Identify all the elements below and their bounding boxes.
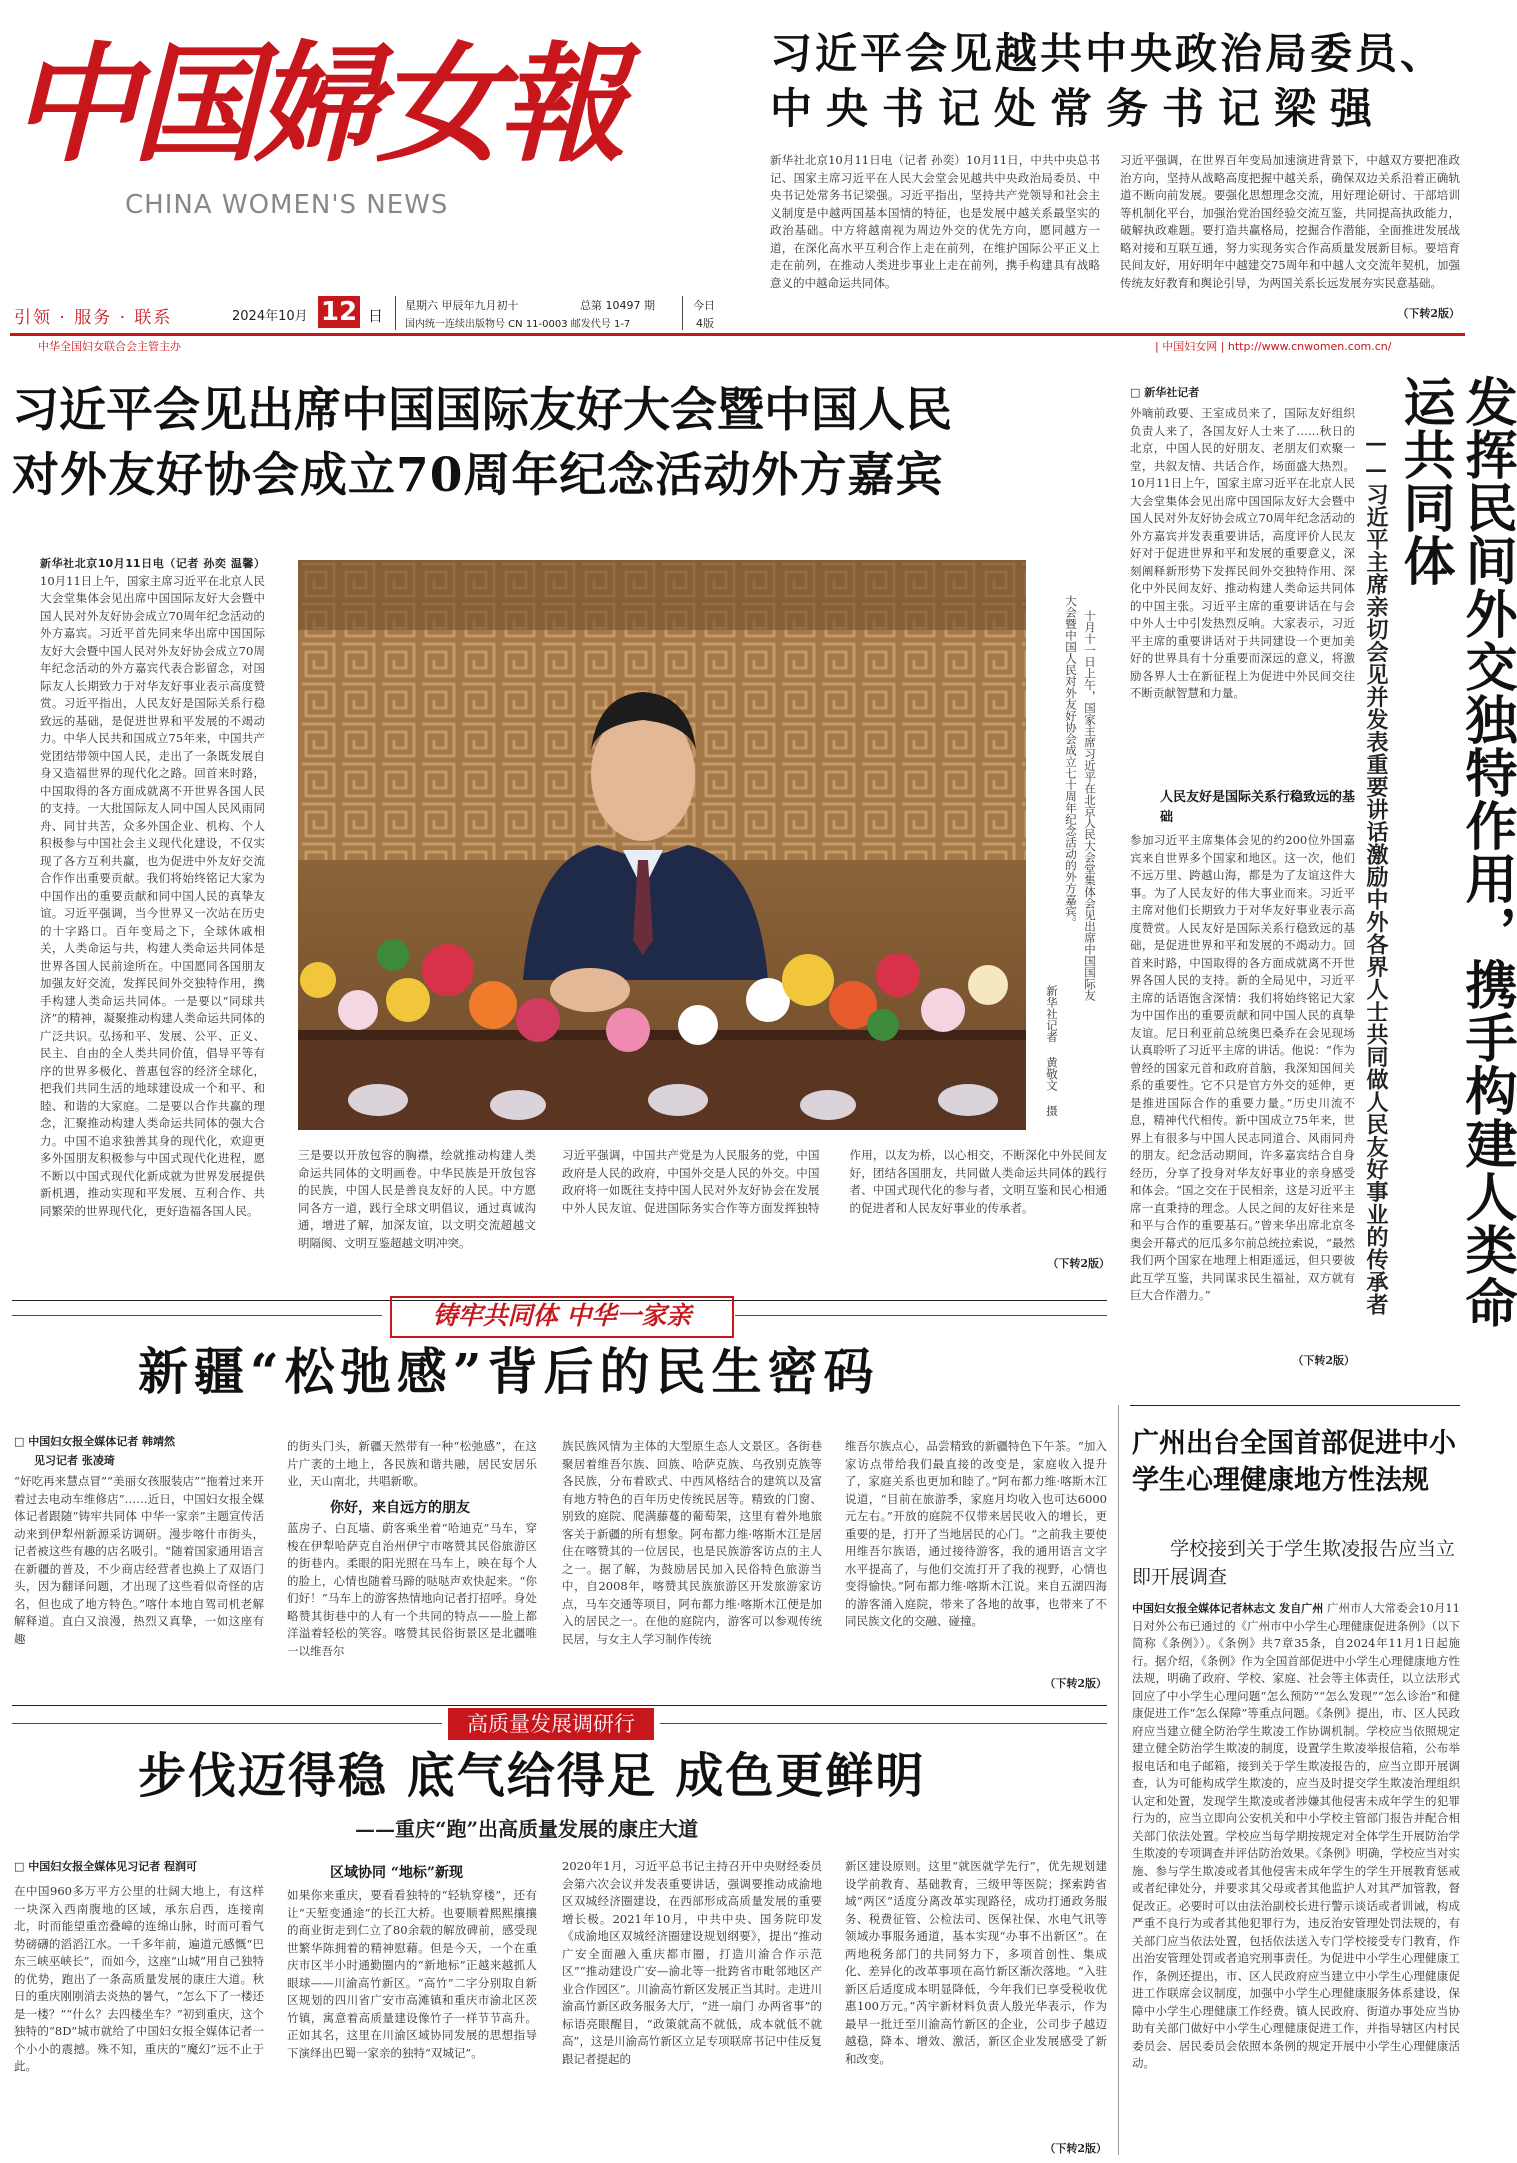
chongqing-subhead: ——重庆“跑”出高质量发展的康庄大道: [355, 1817, 699, 1841]
masthead-title: 中国婦女報: [10, 30, 621, 180]
chongqing-banner-left-rule: [12, 1723, 442, 1724]
xinjiang-subsection: 你好，来自远方的朋友: [330, 1500, 470, 1516]
xinjiang-more: （下转2版）: [1044, 1677, 1107, 1690]
guangzhou-col: 中国妇女报全媒体记者林志文 发自广州 广州市人大常委会10月11日对外公布已通过的《广州市中小学生心理健康促进条例》（以下简称《条例》）。《条例》共7章35条，自2024年11月1日起施行。据介绍，《条例》作为全国首部促进中小学生心理健康地方性法规，明确了政府、学校、家庭、社会等主体责任，以立法形式回应了中小学生心理问题“怎么预防”“怎么发现”“怎么诊治”和健康促进工作“怎么保障”等重点问题。《条例》提出，市、区人民政府应当建立健全防治学生欺凌工作协调机制。学校应当依照规定建立健全防治学生欺凌的制度，设置学生欺凌举报信箱，公布举报电话和电子邮箱，接到关于学生欺凌报告的，应当立即开展调查，认为可能构成学生欺凌的，应当及时提交学生欺凌治理组织认定和处置，发现学生欺凌或者涉嫌其他侵害未成年学生的犯罪行为的，应当立即向公安机关和中小学校主管部门报告并配合相关部门依法处置。学校应当每学期按规定对全体学生开展防治学生欺凌的专项调查并评估防治效果。《条例》明确，学校应当对实施、参与学生欺凌或者其他侵害未成年学生的学生开展教育惩戒或者纪律处分，并要求其父母或者其他监护人对其严加管教，督促改正。必要时可以由法治副校长进行警示谈话或者训诫，构成严重不良行为或者其他犯罪行为，违反治安管理处罚法规的，有关部门应当依法处置，包括依法送入专门学校接受专门教育，作出治安管理处罚或者追究刑事责任。为促进中小学生心理健康工作，条例还提出，市、区人民政府应当建立中小学生心理健康促进工作联席会议制度，加强中小学生心理健康服务体系建设，保障中小学生心理健康工作经费。镇人民政府、街道办事处应当协助有关部门做好中小学生心理健康促进工作，并指导辖区内村民委员会、居民委员会依照本条例的规定开展中小学生心理健康活动。: [1132, 1601, 1461, 2070]
commentary-col-b: 参加习近平主席集体会见的约200位外国嘉宾来自世界多个国家和地区。这一次，他们不远万里、跨越山海，都是为了友谊这件大事。为了人民友好的伟大事业而来。习近平主席对他们长期致力于对华友好事业表示高度赞赏。人民友好是国际关系行稳致远的基础，是促进世界和平和发展的不竭动力。回首来时路，中国取得的各方面成就离不开世界各国人民的支持。新的全局见中，习近平主席的话语饱含深情：我们将始终铭记大家为中国作出的重要贡献和同中国人民的真挚友谊。尼日利亚前总统奥巴桑乔在会见现场认真聆听了习近平主席的讲话。他说：“作为曾经的国家元首和政府首脑，我深知国间关系的重要性。它不只是官方外交的延伸，更是推进国际合作的重要力量。”历史川流不息，精神代代相传。新中国成立75年来，世界上有很多与中国人民志同道合、风雨同舟的朋友。纪念活动期间，许多嘉宾结合自身经历，分享了投身对华友好事业的亲身感受和体会。“国之交在于民相亲，这是习近平主席一直秉持的理念。人民之间的友好往来是和平与合作的重要基石。”曾来华出席北京冬奥会开幕式的厄瓜多尔前总统拉索说，“最然我们两个国家在地理上相距遥远，但只要彼此互学互鉴，共同谋求民生福祉，双方就有巨大合作潜力。”: [1130, 833, 1355, 1302]
xinjiang-byline-2: 见习记者 张凌琦: [34, 1454, 115, 1467]
lead-headline-1: 习近平会见出席中国国际友好大会暨中国人民: [12, 383, 952, 438]
lead-more: （下转2版）: [1047, 1257, 1110, 1270]
lead-col1: 新华社北京10月11日电（记者 孙奕 温馨）10月11日上午，国家主席习近平在北京人民大会堂集体会见出席中国国际友好大会暨中国人民对外友好协会成立70周年纪念活动的外方嘉宾。习近平首先同来华出席中国国际友好大会暨中国人民对外友好协会成立70周年纪念活动的外方嘉宾代表合影留念，对国际友人长期致力于对华友好事业表示高度赞赏。习近平指出，人民友好是国际关系行稳致远的基础，是促进世界和平发展的不竭动力。中华人民共和国成立75年来，中国共产党团结带领中国人民，走出了一条既发展自身又造福世界的现代化之路。回首来时路，中国取得的各方面成就离不开世界各国人民的支持。一大批国际友人同中国人民风雨同舟、同甘共苦，众多外国企业、机构、个人积极参与中国社会主义现代化建设，不仅实现了各方互利共赢，也为促进中外友好交流合作作出重要贡献。我们将始终铭记大家为中国作出的重要贡献和同中国人民的真挚友谊。习近平强调，当今世界又一次站在历史的十字路口。百年变局之下，全球休戚相关，人类命运与共，构建人类命运共同体是世界各国人民前途所在。中国愿同各国朋友加强友好交流，发挥民间外交独特作用，携手构建人类命运共同体。一是要以“同球共济”的精神，凝聚推动构建人类命运共同体的广泛共识。弘扬和平、发展、公平、正义、民主、自由的全人类共同价值，倡导平等有序的世界多极化、普惠包容的经济全球化，把我们共同生活的地球建设成一个和平、和睦、和谐的大家庭。二是要以合作共赢的理念，汇聚推动构建人类命运共同体的强大合力。中国不追求独善其身的现代化，欢迎更多外国朋友积极参与中国式现代化进程，愿不断以中国式现代化新成就为世界发展提供新机遇，推动实现和平发展、互利合作、共同繁荣的世界现代化，更好造福各国人民。: [40, 557, 265, 1218]
chongqing-col3: 2020年1月，习近平总书记主持召开中央财经委员会第六次会议并发表重要讲话，强调要推动成渝地区双城经济圈建设，在西部形成高质量发展的重要增长极。2021年10月，中共中央、国务院印发《成渝地区双城经济圈建设规划纲要》，提出“推动广安全面融入重庆都市圈，打造川渝合作示范区”“推动建设广安—渝北等一批跨省市毗邻地区产业合作园区”。川渝高竹新区发展正当其时。走进川渝高竹新区政务服务大厅，“进一扇门 办两省事”的标语亮眼醒目，“政策就高不就低，成本就低不就高”，这是川渝高竹新区立足专项联席书记中佳反复跟记者提起的: [562, 1859, 822, 2066]
top-story-col1: 新华社北京10月11日电（记者 孙奕）10月11日，中共中央总书记、国家主席习近平在人民大会堂会见越共中央政治局委员、中央书记处常务书记梁强。习近平指出，坚持共产党领导和社会主义制度是中越两国基本国情的特征，也是发展中越关系最坚实的政治基础。中方将越南视为周边外交的优先方向，愿同越方一道，在深化高水平互利合作上走在前列，在维护国际公平正义上走在前列，在推动人类进步事业上走在前列，携手构建具有战略意义的中越命运共同体。: [770, 153, 1100, 290]
guangzhou-headline: 广州出台全国首部促进中小学生心理健康地方性法规: [1132, 1428, 1456, 1496]
guangzhou-top-rule: [1130, 1405, 1460, 1406]
chongqing-byline: □ 中国妇女报全媒体见习记者 程润可: [14, 1860, 198, 1873]
commentary-tag: □ 新华社记者: [1130, 386, 1200, 399]
lead-col2: 三是要以开放包容的胸襟，绘就推动构建人类命运共同体的文明画卷。中华民族是开放包容的民族，中国人民是善良友好的人民。中方愿同各方一道，践行全球文明倡议，通过真诚沟通，增进了解，加深友谊，以文明交流超越文明隔阂、文明互鉴超越文明冲突。: [298, 1148, 536, 1250]
lead-photo-caption-a: 十月十一日上午，国家主席习近平在北京人民大会堂集体会见出席中国国际友: [1083, 610, 1097, 1001]
column-divider: [1118, 1405, 1119, 2155]
xinjiang-byline-1: □ 中国妇女报全媒体记者 韩靖然: [14, 1435, 176, 1448]
masthead-cn-number: 国内统一连续出版物号 CN 11-0003 邮发代号 1-7: [405, 319, 631, 330]
commentary-subhead: ——习近平主席亲切会见并发表重要讲话激励中外各界人士共同做人民友好事业的传承者: [1363, 430, 1389, 1316]
top-story-more: （下转2版）: [1397, 307, 1460, 320]
masthead-today: 今日: [693, 299, 715, 312]
masthead-issue: 总第 10497 期: [580, 299, 655, 312]
top-story-headline-2: 中央书记处常务书记梁强: [770, 84, 1387, 133]
xinjiang-col3: 族民族风情为主体的大型原生态人文景区。各街巷聚居着维吾尔族、回族、哈萨克族、乌孜别克族等各民族，分布着欧式、中西风格结合的建筑以及富有地方特色的百年历史传统民居等。精致的门窗、别致的庭院、爬满藤蔓的葡萄架，这里有着外地旅客关于新疆的所有想象。阿布都力维·喀斯木江是居住在喀赞其的一位居民，也是民族游客访点的主人之一。据了解，为鼓励居民加入民俗特色旅游当中，自2008年，喀赞其民族旅游区开发旅游家访点，马车交通等项目，阿布都力维·喀斯木江便是加入的居民之一。在他的庭院内，游客可以参观传统民居，与女主人学习制作传统: [562, 1439, 822, 1646]
xinjiang-banner-right-rule: [735, 1315, 1107, 1316]
xinjiang-col2: 的街头门头，新疆天然带有一种“松弛感”，在这片广袤的土地上，各民族和谐共融，居民安居乐业，天山南北，共唱新歌。: [287, 1439, 537, 1488]
lead-photo-caption-b: 大会暨中国人民对外友好协会成立七十周年纪念活动的外方嘉宾。: [1064, 595, 1078, 929]
lead-photo: [298, 560, 1026, 1130]
lead-byline: 新华社北京10月11日电（记者 孙奕 温馨）: [40, 557, 265, 570]
masthead-date-prefix: 2024年10月: [232, 309, 308, 324]
chongqing-banner: 高质量发展调研行: [448, 1708, 654, 1740]
masthead-english: CHINA WOMEN'S NEWS: [125, 190, 449, 220]
masthead-date-suffix: 日: [368, 307, 384, 325]
guangzhou-subhead: 学校接到关于学生欺凌报告应当立即开展调查: [1132, 1538, 1456, 1588]
lead-col3: 习近平强调，中国共产党是为人民服务的党，中国政府是人民的政府，中国外交是人民的外交。中国政府将一如既往支持中国人民对外友好协会在发展中外人民友谊、促进国际务实合作等方面发挥独特作用，以友为桥，以心相交，不断深化中外民间友好，团结各国朋友，共同做人类命运共同体的践行者、中国式现代化的参与者，文明互鉴和民心相通的促进者和人民友好事业的传承者。: [562, 1148, 1107, 1215]
top-story-col2: 习近平强调，在世界百年变局加速演进背景下，中越双方要把准政治方向，坚持从战略高度把握中越关系，确保双边关系沿着正确轨道不断向前发展。要强化思想理念交流，用好理论研讨、干部培训等机制化平台，加强治党治国经验交流互鉴，共同提高执政能力，破解执政难题。要打造共赢格局，挖掘合作潜能，全面推进发展战略对接和互联互通，努力实现务实合作高质量发展新目标。要培育民间友好，用好明年中越建交75周年和中越人文交流年契机，加强传统友好教育和舆论引导，为两国关系长远发展夯实民意基础。: [1120, 153, 1460, 290]
xinjiang-banner-left-rule: [12, 1315, 382, 1316]
commentary-headline: 发挥民间外交独特作用，携手构建人类命运共同体: [1394, 375, 1517, 1329]
xinjiang-col2b: 蓝房子、白瓦墙、蔚客乘坐着“哈迪克”马车，穿梭在伊犁哈萨克自治州伊宁市喀赞其民俗旅游区的街巷内。柔眼的阳光照在马车上，映在每个人的脸上，心情也随着马蹄的哒哒声欢快起来。“你们好！”马车上的游客热情地向记者打招呼。身处略赞其街巷中的人有一个共同的特点——脸上都洋溢着轻松的笑容。喀赞其民俗街景区是北疆唯一以维吾尔: [287, 1521, 537, 1658]
top-story-headline-1: 习近平会见越共中央政治局委员、: [770, 29, 1446, 78]
masthead-website: | 中国妇女网 | http://www.cnwomen.com.cn/: [1155, 340, 1392, 353]
lead-headline-2: 对外友好协会成立70周年纪念活动外方嘉宾: [12, 448, 944, 503]
chongqing-subsection: 区域协同 “地标”新现: [330, 1865, 463, 1881]
xinjiang-banner: 铸牢共同体 中华一家亲: [390, 1296, 734, 1338]
chongqing-col4: 新区建设原则。这里“就医就学先行”，优先规划建设学前教育、基础教育，三级甲等医院；探索跨省域“两区”适度分离改革实现路径，成功打通政务服务、税费征管、公检法司、医保社保、水电气讯等领域办事服务通道，基本实现“办事不出新区”。在两地税务部门的共同努力下，多项首创性、集成化、差异化的改革事项在高竹新区渐次落地。“入驻新区后适度成本明显降低，今年我们已享受税收优惠100万元。”芮宇新材料负责人殷光华表示，作为最早一批迁至川渝高竹新区的企业，公司步子越迈越稳，降本、增效、激活，新区企业发展感受了新和改变。: [845, 1859, 1107, 2066]
masthead-weekday: 星期六 甲辰年九月初十: [405, 299, 519, 312]
commentary-more: （下转2版）: [1292, 1354, 1355, 1367]
xinjiang-col1: “好吃再来慧点冒”“美丽女孩服装店”“拖着过来开着过去电动车维修店”……近日，中国妇女报全媒体记者跟随“铸牢共同体 中华一家亲”主题宣传活动来到伊犁州新源采访调研。漫步喀什市街头，记者被这些有趣的店名吸引。“随着国家通用语言在新疆的普及，不少商店经营者也换上了双语门头，因为翻译问题，才出现了这些看似奇怪的店名，但也成了地方特色。”喀什本地自驾司机老解解释道。直白又浪漫，热烈又真挚，一如这座有趣: [14, 1474, 264, 1646]
chongqing-more: （下转2版）: [1044, 2142, 1107, 2155]
chongqing-col2: 如果你来重庆，要看看独特的“轻轨穿楼”，还有让“天堑变通途”的长江大桥。也要顺着熙熙攘攘的商业街走到仁立了80余载的解放碑前，感受现世繁华陈拥着的精神慰藉。但是今天，一个在重庆市区半小时通勤圈内的“新地标”正越来越抓人眼球——川渝高竹新区。“高竹”二字分别取自新区规划的四川省广安市高滩镇和重庆市渝北区茨竹镇，寓意着高质量建设像竹子一样节节高升。正如其名，这里在川渝区域协同发展的思想指导下演绎出巴蜀一家亲的独特“双城记”。: [287, 1888, 537, 2060]
xinjiang-headline: 新疆“松弛感”背后的民生密码: [138, 1342, 880, 1401]
masthead-day: 12: [318, 296, 360, 328]
masthead-rule: [10, 333, 1465, 336]
masthead-slogan: 引领 · 服务 · 联系: [14, 308, 173, 328]
xinjiang-col4: 维吾尔族点心，品尝精致的新疆特色下午茶。“加入家访点带给我们最直接的改变是，家庭收入提升了，家庭关系也更加和睦了。”阿布都力维·喀斯木江说道，“目前在旅游季，家庭月均收入也可达6000元左右。”开放的庭院不仅带来居民收入的增长，更重要的是，打开了当地居民的心门。“之前我主要使用维吾尔族语，通过接待游客，我的通用语言文字水平提高了，与他们交流打开了我的视野，心情也变得愉快。”阿布都力维·喀斯木江说。来自五湖四海的游客涌入庭院，带来了各地的故事，也带来了不同民族文化的交融、碰撞。: [845, 1439, 1107, 1628]
commentary-subsection: 人民友好是国际关系行稳致远的基础: [1160, 790, 1356, 825]
chongqing-headline: 步伐迈得稳 底气给得足 成色更鲜明: [138, 1748, 926, 1804]
masthead-pages: 4版: [696, 317, 714, 330]
commentary-col: 外嘀前政要、王室成员来了，国际友好组织负责人来了，各国友好人士来了……秋日的北京，中国人民的好朋友、老朋友们欢聚一堂，共叙友情、共话合作，场面盛大热烈。10月11日上午，国家主席习近平在北京人民大会堂集体会见出席中国国际友好大会暨中国人民对外友好协会成立70周年纪念活动的外方嘉宾并发表重要讲话，高度评价人民友好对于促进世界和平和发展的重要意义，深刻阐释新形势下发挥民间外交独特作用、深化中外民间友好、推动构建人类命运共同体的中国主张。习近平主席的重要讲话在与会中外人士中引发热烈反响。大家表示，习近平主席的重要讲话对于共同建设一个更加美好的世界具有十分重要而深远的意义，将激励各界人士在新征程上为促进中外民间交往不断贡献智慧和力量。: [1130, 406, 1355, 700]
chongqing-banner-right-rule: [660, 1723, 1107, 1724]
lead-photo-caption-c: 新华社记者 黄敬文 摄: [1045, 985, 1059, 1117]
chongqing-top-rule: [12, 1705, 1107, 1706]
chongqing-col1: 在中国960多万平方公里的壮阔大地上，有这样一块深入西南腹地的区域，承东启西，连接南北，时而能望重峦叠嶂的连绵山脉，时而可看气势磅礴的滔滔江水。一千多年前，遍道元感慨“巴东三峡巫峡长”，而如今，这座“山城”用自己独特的优势，跑出了一条高质量发展的康庄大道。秋日的重庆刚刚消去炎热的暑气，“怎么下了一楼还是一楼？”“什么？去四楼坐车？”初到重庆，这个独特的“8D”城市就给了中国妇女报全媒体记者一个小小的震撼。殊不知，重庆的“魔幻”远不止于此。: [14, 1884, 264, 2073]
masthead-sponsor: 中华全国妇女联合会主管主办: [38, 340, 181, 353]
guangzhou-byline: 中国妇女报全媒体记者林志文 发自广州: [1132, 1602, 1324, 1615]
